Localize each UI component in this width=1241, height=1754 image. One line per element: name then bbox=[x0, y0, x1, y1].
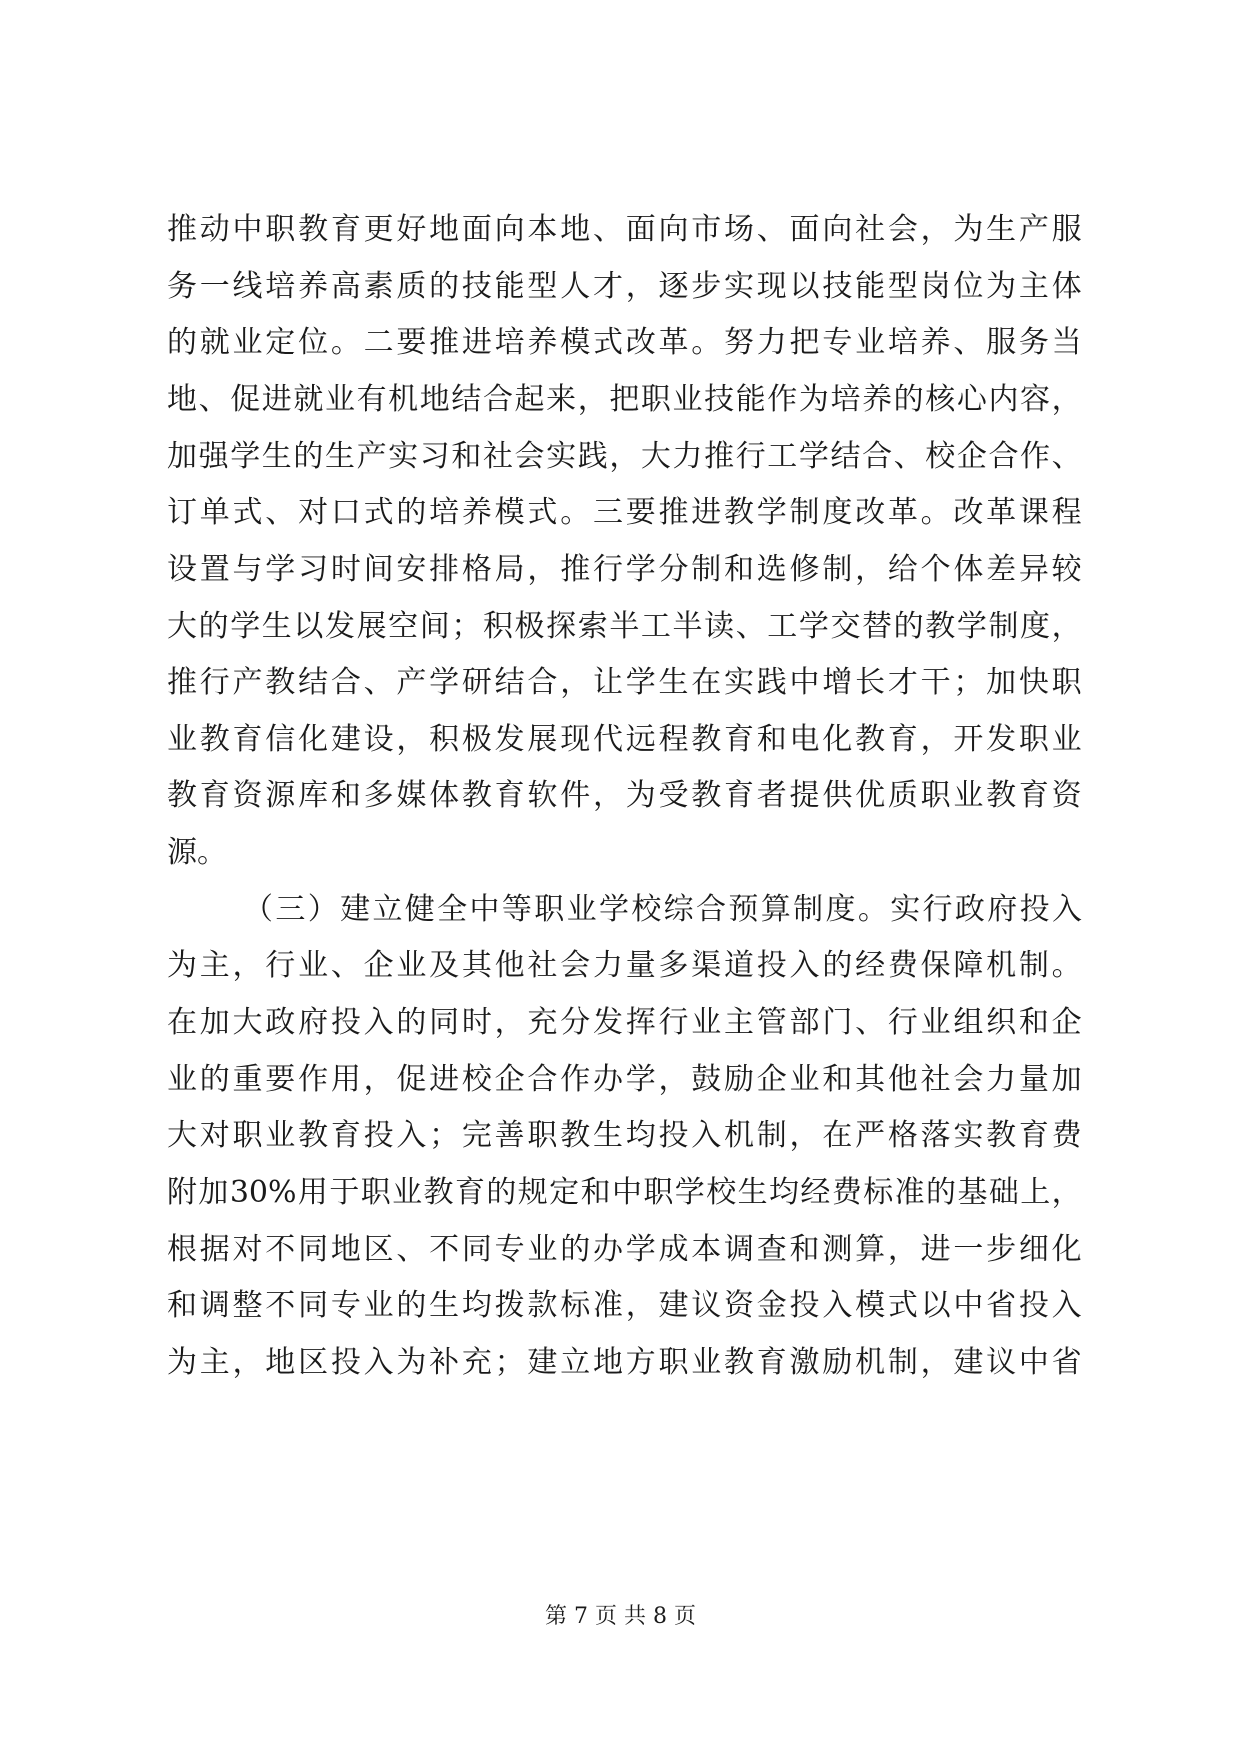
text-line: 务 一 线 培 养 高 素 质 的 技 能 型 人 才 ， 逐 步 实 现 以 技 能 型 岗 位 为 主 体 bbox=[167, 269, 1082, 304]
text-line: 根 据 对 不 同 地 区 、 不 同 专 业 的 办 学 成 本 调 查 和 测 算 ， 进 一 步 细 化 bbox=[167, 1232, 1082, 1267]
text-line: 推 动 中 职 教 育 更 好 地 面 向 本 地 、 面 向 市 场 、 面 向 社 会 ， 为 生 产 服 bbox=[167, 212, 1082, 247]
text-line: 和 调 整 不 同 专 业 的 生 均 拨 款 标 准 ， 建 议 资 金 投 入 模 式 以 中 省 投 入 bbox=[167, 1288, 1082, 1323]
text-line: 的 就 业 定 位 。 二 要 推 进 培 养 模 式 改 革 。 努 力 把 专 业 培 养 、 服 务 当 bbox=[167, 325, 1082, 360]
text-line: 设 置 与 学 习 时 间 安 排 格 局 ， 推 行 学 分 制 和 选 修 制 ， 给 个 体 差 异 较 bbox=[167, 552, 1082, 587]
text-line: 业 的 重 要 作 用 ， 促 进 校 企 合 作 办 学 ， 鼓 励 企 业 和 其 他 社 会 力 量 加 bbox=[167, 1062, 1082, 1097]
text-line: 为 主 ， 地 区 投 入 为 补 充 ； 建 立 地 方 职 业 教 育 激 励 机 制 ， 建 议 中 省 bbox=[167, 1345, 1082, 1380]
text-line: 业 教 育 信 化 建 设 ， 积 极 发 展 现 代 远 程 教 育 和 电 化 教 育 ， 开 发 职 业 bbox=[167, 722, 1082, 757]
text-line: 推 行 产 教 结 合 、 产 学 研 结 合 ， 让 学 生 在 实 践 中 增 长 才 干 ； 加 快 职 bbox=[167, 665, 1082, 700]
text-line: 订 单 式 、 对 口 式 的 培 养 模 式 。 三 要 推 进 教 学 制 度 改 革 。 改 革 课 程 bbox=[167, 495, 1082, 530]
text-line: 在 加 大 政 府 投 入 的 同 时 ， 充 分 发 挥 行 业 主 管 部 门 、 行 业 组 织 和 企 bbox=[167, 1005, 1082, 1040]
text-line: 加 强 学 生 的 生 产 实 习 和 社 会 实 践 ， 大 力 推 行 工 学 结 合 、 校 企 合 作 、 bbox=[167, 439, 1082, 474]
text-line: 为 主 ， 行 业 、 企 业 及 其 他 社 会 力 量 多 渠 道 投 入 的 经 费 保 障 机 制 。 bbox=[167, 948, 1082, 983]
text-line: 大 的 学 生 以 发 展 空 间 ； 积 极 探 索 半 工 半 读 、 工 学 交 替 的 教 学 制 度 ， bbox=[167, 609, 1082, 644]
text-line: 地 、 促 进 就 业 有 机 地 结 合 起 来 ， 把 职 业 技 能 作 为 培 养 的 核 心 内 容 ， bbox=[167, 382, 1082, 417]
text-line: 附 加 30% 用 于 职 业 教 育 的 规 定 和 中 职 学 校 生 均 经 费 标 准 的 基 础 上 ， bbox=[167, 1175, 1082, 1210]
text-line: 大 对 职 业 教 育 投 入 ； 完 善 职 教 生 均 投 入 机 制 ， 在 严 格 落 实 教 育 费 bbox=[167, 1118, 1082, 1153]
text-line: 教 育 资 源 库 和 多 媒 体 教 育 软 件 ， 为 受 教 育 者 提 供 优 质 职 业 教 育 资 bbox=[167, 778, 1082, 813]
page-number-footer: 第 7 页 共 8 页 bbox=[545, 1604, 696, 1629]
paragraph-first-line: （ 三 ） 建 立 健 全 中 等 职 业 学 校 综 合 预 算 制 度 。 实 行 政 府 投 入 bbox=[243, 892, 1082, 927]
text-line: 源。 bbox=[167, 835, 227, 870]
